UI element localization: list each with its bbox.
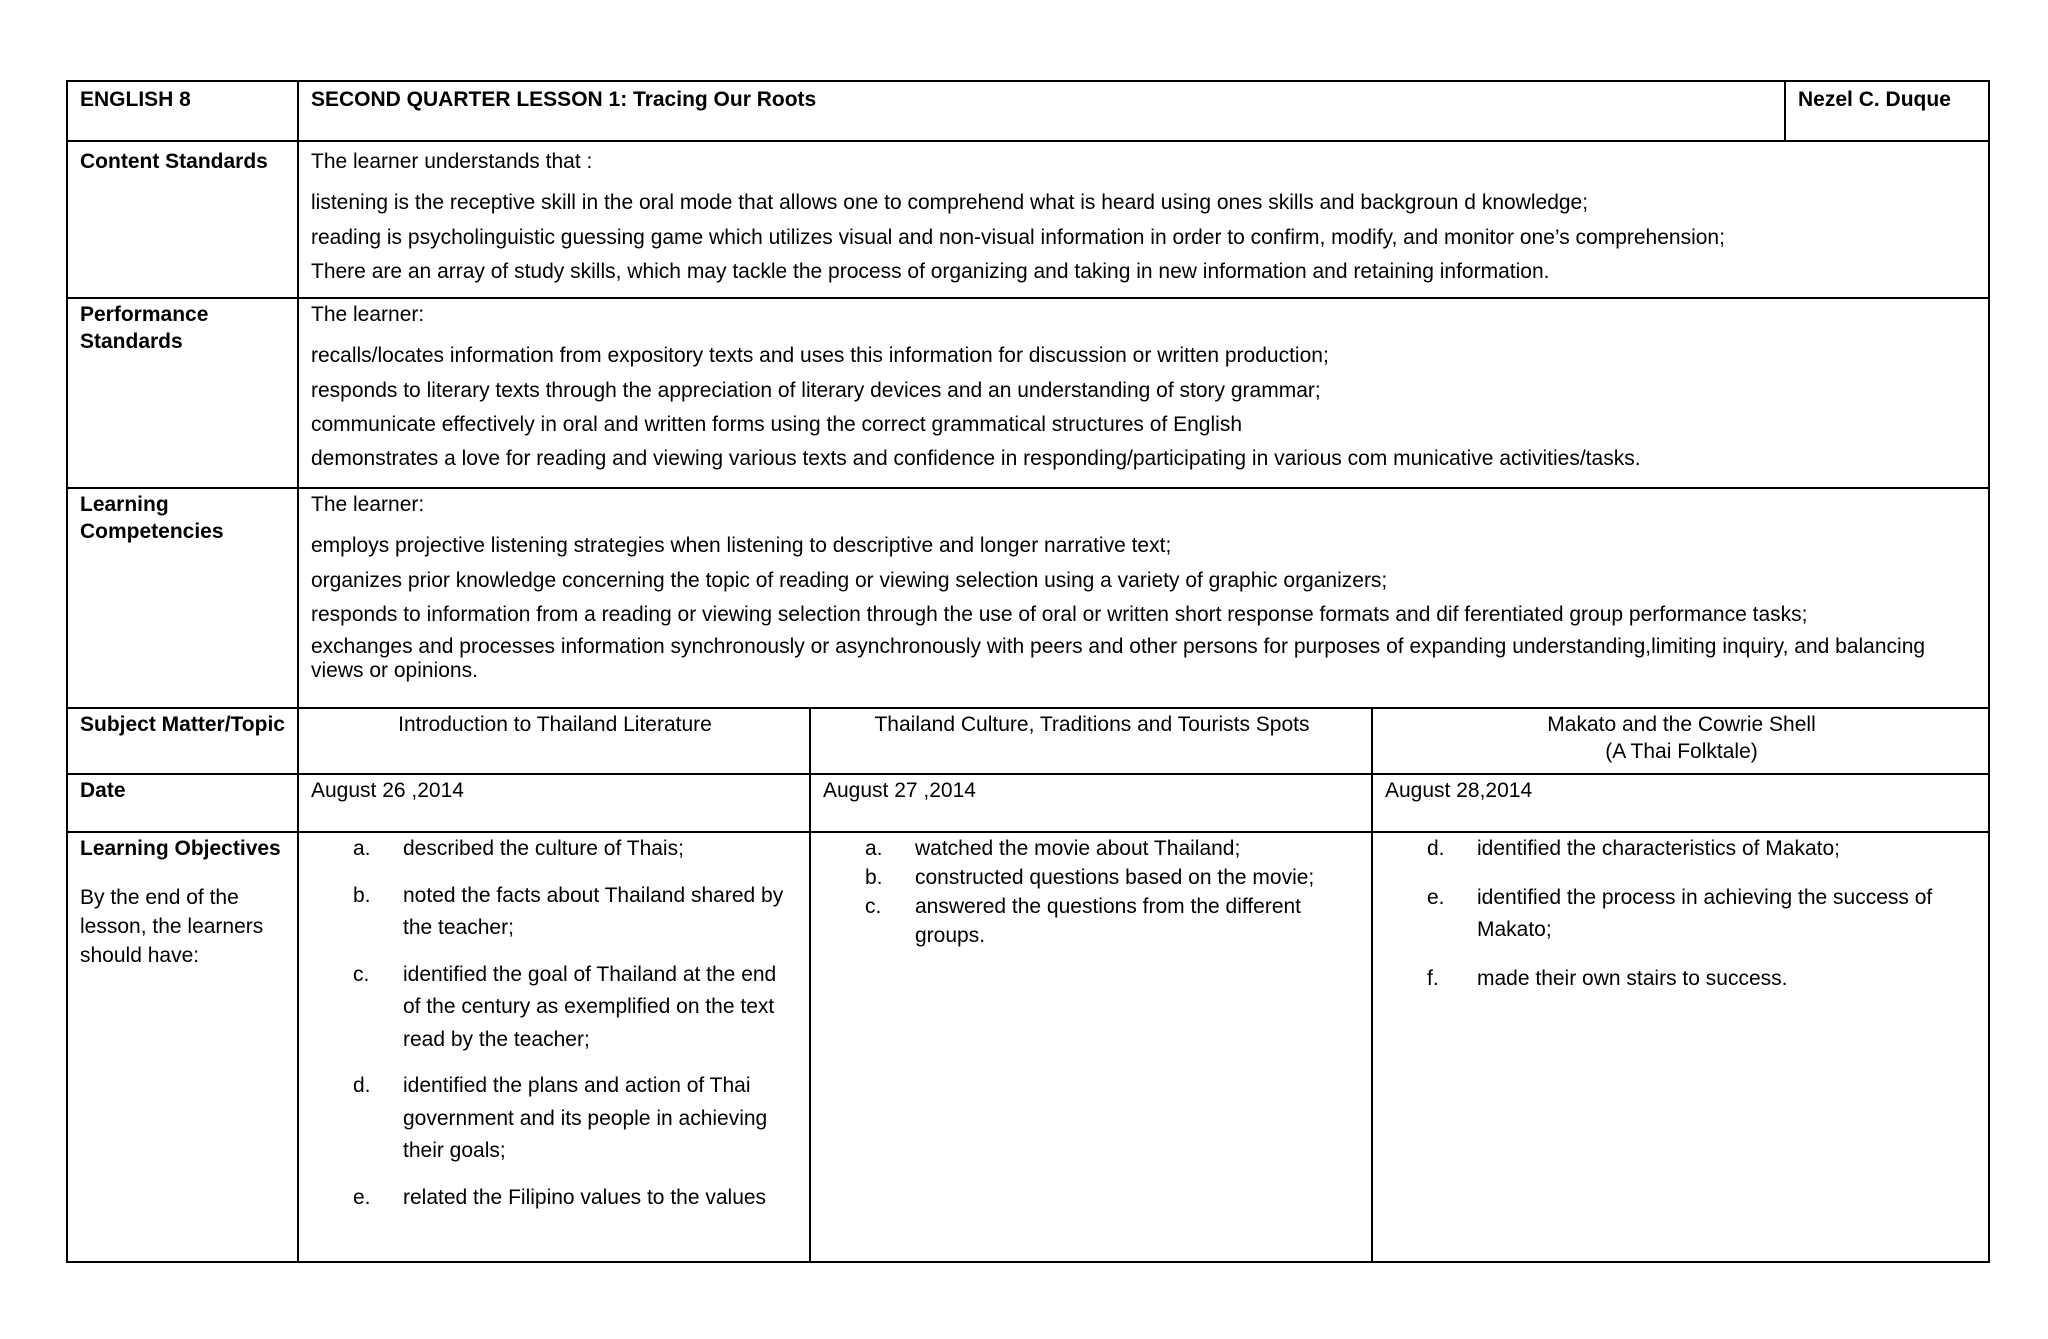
learning-competencies-lead: The learner: [311, 493, 425, 516]
objectives-col-3 [1372, 832, 1989, 1262]
objective-item: b. noted the facts about Thailand shared by the teacher; [353, 883, 784, 940]
learning-competencies-label-cell [67, 488, 298, 708]
date-label: Date [80, 779, 126, 802]
objective-item: b. constructed questions based on the movie; [865, 865, 1315, 889]
subject-matter-row [67, 708, 1989, 774]
topic-2: Thailand Culture, Traditions and Tourists Spots [874, 713, 1310, 736]
performance-standard-item: demonstrates a love for reading and viewing various texts and confidence in responding/participating in various com municative activities/tasks. [311, 447, 1641, 471]
lesson-title: SECOND QUARTER LESSON 1: Tracing Our Roots [311, 88, 817, 111]
objective-item: a. described the culture of Thais; [353, 837, 684, 860]
performance-standards-row [67, 298, 1989, 488]
performance-standards-lead: The learner: [311, 303, 425, 326]
learning-competency-item: responds to information from a reading or viewing selection through the use of oral or written short response formats and dif ferentiated group performance tasks; [311, 602, 1808, 626]
content-standards-label: Content Standards [80, 150, 268, 173]
learning-competencies-body [298, 488, 1989, 708]
performance-standards-label-cell [67, 298, 298, 488]
topic-3: Makato and the Cowrie Shell [1547, 713, 1816, 736]
content-standard-item: reading is psycholinguistic guessing game which utilizes visual and non-visual information in order to confirm, modify, and monitor one’s comprehension; [311, 225, 1725, 249]
learning-competency-item: employs projective listening strategies when listening to descriptive and longer narrative text; [311, 534, 1172, 558]
objectives-col-1 [298, 832, 810, 1262]
subject-matter-label: Subject Matter/Topic [80, 713, 285, 736]
objective-item: e. identified the process in achieving the success of Makato; [1427, 885, 1933, 942]
objective-item: a. watched the movie about Thailand; [865, 837, 1241, 860]
objective-item: d. identified the plans and action of Thai government and its people in achieving their goals; [353, 1074, 768, 1163]
date-row [67, 774, 1989, 832]
content-standards-row [67, 141, 1989, 298]
learning-competency-item: exchanges and processes information synchronously or asynchronously with peers and other persons for purposes of expanding understanding,limiting inquiry, and balancing views or opinions. [311, 635, 1926, 683]
topic-1: Introduction to Thailand Literature [398, 713, 712, 736]
header-row [67, 81, 1989, 141]
subject-label: ENGLISH 8 [80, 88, 191, 111]
teacher-cell [1785, 81, 1989, 141]
subject-cell [67, 81, 298, 141]
performance-standard-item: recalls/locates information from expository texts and uses this information for discussion or written production; [311, 344, 1329, 368]
learning-objectives-label: Learning Objectives [80, 837, 281, 860]
learning-competency-item: organizes prior knowledge concerning the topic of reading or viewing selection using a variety of graphic organizers; [311, 568, 1388, 592]
date-cell-1 [298, 774, 810, 832]
date-cell-2 [810, 774, 1372, 832]
performance-standards-body [298, 298, 1989, 488]
objective-item: c. answered the questions from the different groups. [865, 894, 1302, 947]
performance-standard-item: responds to literary texts through the appreciation of literary devices and an understanding of story grammar; [311, 378, 1321, 402]
objective-item: d. identified the characteristics of Makato; [1427, 837, 1841, 860]
performance-standards-label: Performance Standards [80, 303, 209, 354]
date-cell-3 [1372, 774, 1989, 832]
date-1: August 26 ,2014 [311, 779, 464, 802]
subject-matter-label-cell [67, 708, 298, 774]
topic-cell-1 [298, 708, 810, 774]
date-3: August 28,2014 [1385, 779, 1533, 802]
performance-standard-item: communicate effectively in oral and written forms using the correct grammatical structures of English [311, 412, 1242, 436]
date-label-cell [67, 774, 298, 832]
topic-cell-3 [1372, 708, 1989, 774]
learning-objectives-sublabel: By the end of the lesson, the learners should have: [80, 886, 264, 968]
content-standards-body [298, 141, 1989, 298]
lesson-plan-table [66, 80, 1990, 1263]
content-standards-label-cell [67, 141, 298, 298]
learning-competencies-label: Learning Competencies [80, 493, 224, 544]
learning-objectives-row [67, 832, 1989, 1262]
teacher-name: Nezel C. Duque [1798, 88, 1951, 111]
objective-item: c. identified the goal of Thailand at the end of the century as exemplified on the text read by the teacher; [353, 962, 777, 1051]
content-standard-item: There are an array of study skills, which may tackle the process of organizing and taking in new information and retaining information. [311, 259, 1550, 283]
lesson-title-cell [298, 81, 1785, 141]
topic-3-subtitle: (A Thai Folktale) [1605, 740, 1758, 764]
content-standard-item: listening is the receptive skill in the oral mode that allows one to comprehend what is heard using ones skills and backgroun d knowledge; [311, 191, 1589, 215]
content-standards-lead: The learner understands that : [311, 150, 593, 173]
objective-item: e. related the Filipino values to the values [353, 1185, 767, 1209]
date-2: August 27 ,2014 [823, 779, 976, 802]
objective-item: f. made their own stairs to success. [1427, 966, 1788, 990]
topic-cell-2 [810, 708, 1372, 774]
learning-competencies-row [67, 488, 1989, 708]
learning-objectives-label-cell [67, 832, 298, 1262]
objectives-col-2 [810, 832, 1372, 1262]
